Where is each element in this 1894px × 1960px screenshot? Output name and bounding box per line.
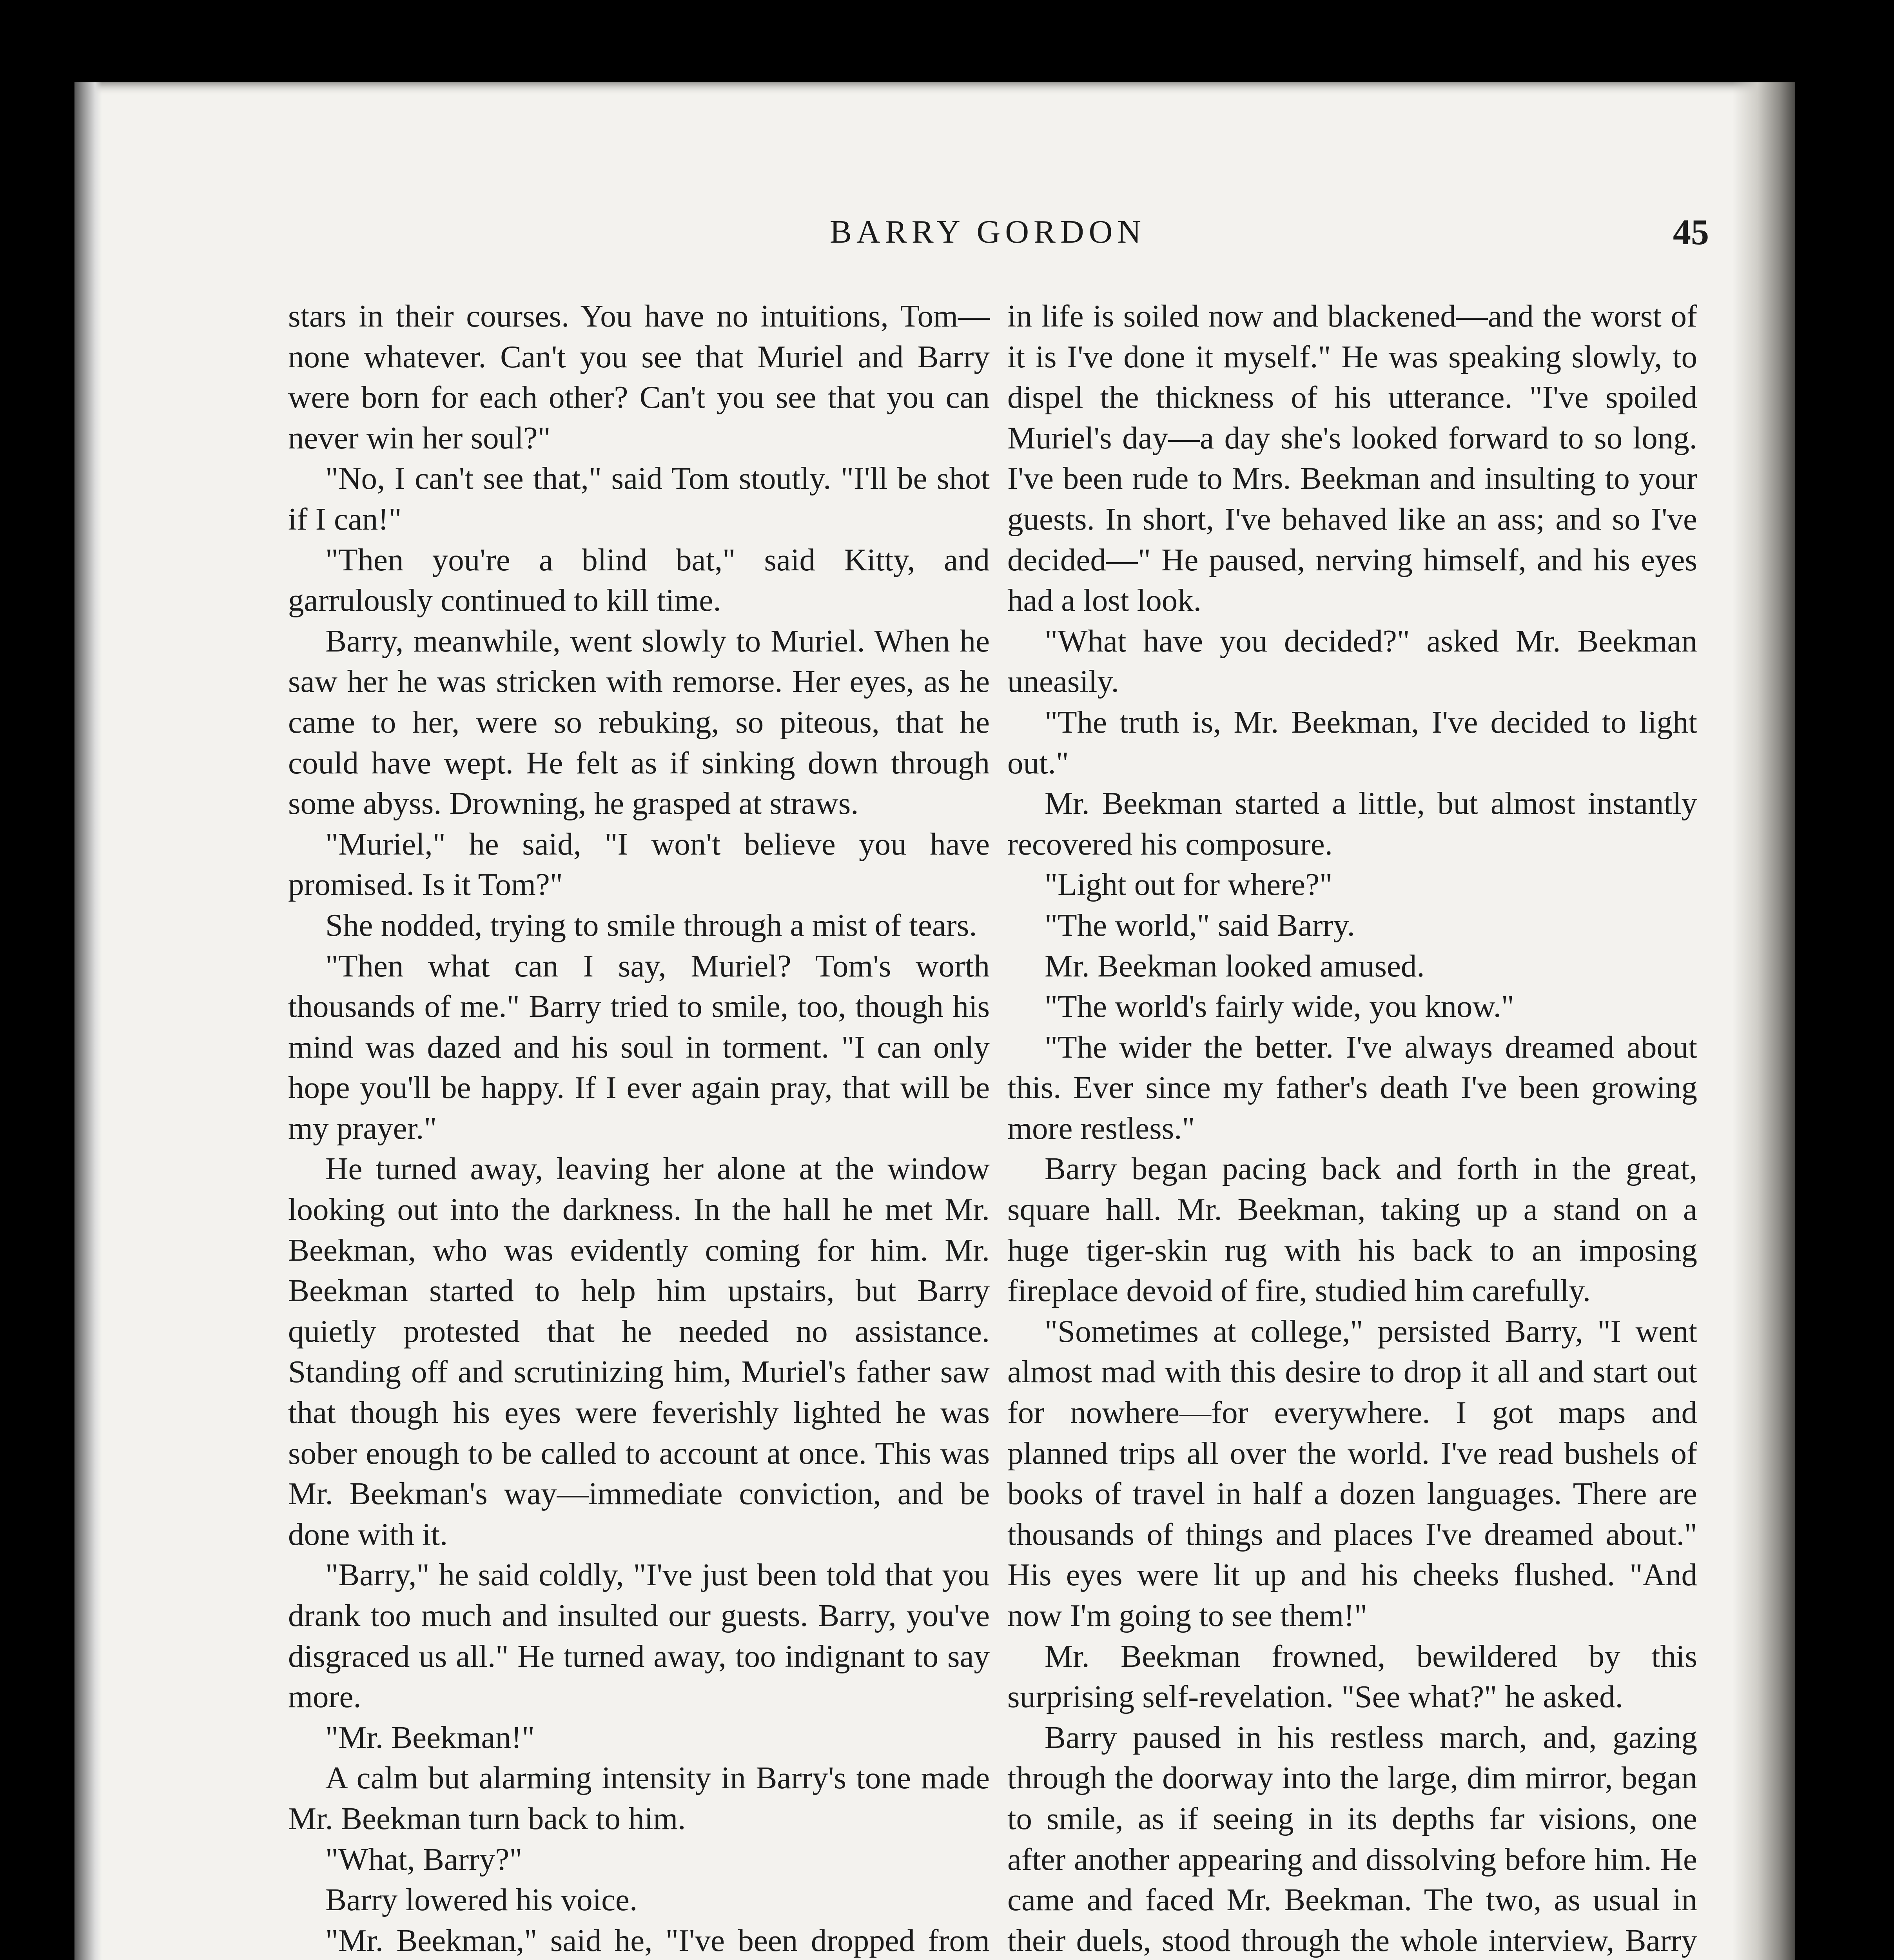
- paragraph: "The wider the better. I've always dreamed about this. Ever since my father's death I've been growing more restless.": [1007, 1029, 1697, 1146]
- paragraph: Barry lowered his voice.: [325, 1882, 638, 1918]
- paragraph: "Muriel," he said, "I won't believe you have promised. Is it Tom?": [288, 826, 990, 902]
- paragraph: "Mr. Beekman!": [325, 1719, 535, 1755]
- paragraph: "What, Barry?": [325, 1841, 522, 1877]
- paragraph: "The truth is, Mr. Beekman, I've decided to light out.": [1007, 704, 1697, 780]
- left-column: [288, 296, 990, 1960]
- paragraph: "Sometimes at college," persisted Barry, "I went almost mad with this desire to drop it all and start out for nowhere—for everywhere. I got maps and planned trips all over the world. I've read bushels of books of travel in half a dozen languages. There are thousands of things and places I've dreamed about." His eyes were lit up and his cheeks flushed. "And now I'm going to see them!": [1007, 1313, 1697, 1633]
- paragraph: "Then what can I say, Muriel? Tom's worth thousands of me." Barry tried to smile, too, though his mind was dazed and his soul in torment. "I can only hope you'll be happy. If I ever again pray, that will be my prayer.": [288, 948, 990, 1146]
- page-gutter-shadow: [74, 82, 102, 1960]
- paragraph: "No, I can't see that," said Tom stoutly. "I'll be shot if I can!": [288, 461, 990, 537]
- page-number: 45: [1673, 212, 1709, 252]
- page-edge-shadow: [1733, 82, 1795, 1960]
- right-column: [1007, 296, 1697, 1960]
- paragraph: Barry, meanwhile, went slowly to Muriel. When he saw her he was stricken with remorse. Her eyes, as he came to her, were so rebuking, so piteous, that he could have wept. He felt as if sinking down through some abyss. Drowning, he grasped at straws.: [288, 623, 990, 821]
- paragraph: "Mr. Beekman," said he, "I've been dropped from: [325, 1922, 990, 1958]
- paragraph: He turned away, leaving her alone at the window looking out into the darkness. In the hall he met Mr. Beekman, who was evidently coming for him. Mr. Beekman started to help him upstairs, but Barry quietly protested that he needed no assistance. Standing off and scrutinizing him, Muriel's father saw that though his eyes were feverishly lighted he was sober enough to be called to account at once. This was Mr. Beekman's way—immediate conviction, and be done with it.: [288, 1151, 990, 1552]
- paragraph: A calm but alarming intensity in Barry's tone made Mr. Beekman turn back to him.: [288, 1760, 990, 1836]
- paragraph: stars in their courses. You have no intuitions, Tom—none whatever. Can't you see that Muriel and Barry were born for each other? Can't you see that you can never win her soul?": [288, 298, 990, 456]
- paragraph: "The world's fairly wide, you know.": [1045, 989, 1514, 1024]
- paragraph: Barry paused in his restless march, and, gazing through the doorway into the large, dim mirror, began to smile, as if seeing in its depths far visions, one after another appearing and dissolving before him. He came and faced Mr. Beekman. The two, as usual in their duels, stood through the whole interview, Barry: [1007, 1719, 1697, 1958]
- paragraph: Mr. Beekman started a little, but almost instantly recovered his composure.: [1007, 786, 1697, 862]
- paragraph: in life is soiled now and blackened—and the worst of it is I've done it myself." He was speaking slowly, to dispel the thickness of his utterance. "I've spoiled Muriel's day—a day she's looked forward to so long. I've been rude to Mrs. Beekman and insulting to your guests. In short, I've behaved like an ass; and so I've decided—" He paused, nerving himself, and his eyes had a lost look.: [1007, 298, 1697, 618]
- paragraph: Barry began pacing back and forth in the great, square hall. Mr. Beekman, taking up a stand on a huge tiger-skin rug with his back to an imposing fireplace devoid of fire, studied him carefully.: [1007, 1151, 1697, 1308]
- paragraph: She nodded, trying to smile through a mist of tears.: [325, 907, 977, 943]
- paragraph: "Barry," he said coldly, "I've just been told that you drank too much and insulted our guests. Barry, you've disgraced us all." He turned away, too indignant to say more.: [288, 1557, 990, 1715]
- paragraph: Mr. Beekman looked amused.: [1045, 948, 1425, 984]
- paragraph: "Then you're a blind bat," said Kitty, and garrulously continued to kill time.: [288, 542, 990, 618]
- running-title: BARRY GORDON: [830, 214, 1146, 250]
- paragraph: Mr. Beekman frowned, bewildered by this surprising self-revelation. "See what?" he asked.: [1007, 1638, 1697, 1715]
- paragraph: "Light out for where?": [1045, 867, 1333, 902]
- paragraph: "The world," said Barry.: [1045, 907, 1355, 943]
- page-header: [282, 210, 1733, 253]
- paragraph: "What have you decided?" asked Mr. Beekman uneasily.: [1007, 623, 1697, 699]
